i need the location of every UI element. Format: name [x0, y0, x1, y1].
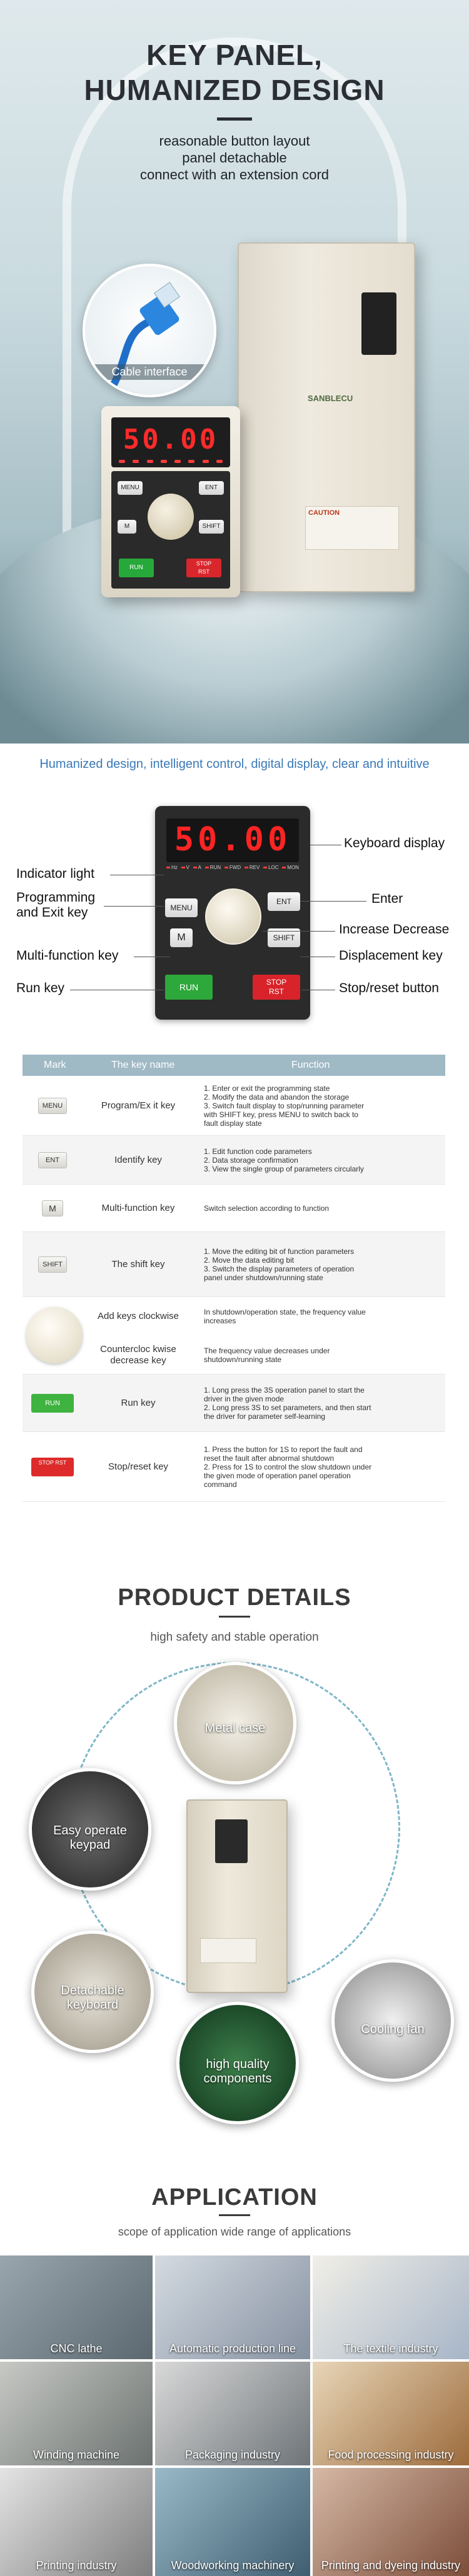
function-line: 2. Move the data editing bit — [204, 1255, 295, 1265]
panel-stop-button[interactable] — [253, 975, 300, 1000]
detail-label-metal-case: Metal case — [204, 1721, 266, 1735]
function-line: fault display state — [204, 1118, 262, 1128]
function-line: 1. Edit function code parameters — [204, 1146, 312, 1156]
product-details-subtitle: high safety and stable operation — [150, 1631, 319, 1644]
label-increase-decrease: Increase Decrease — [339, 922, 450, 937]
function-line: reset the fault after abnormal shutdown — [204, 1453, 335, 1463]
detail-detachable-keyboard — [31, 1931, 154, 2053]
panel-diagram — [155, 806, 310, 1020]
mark-cell — [23, 1136, 83, 1184]
function-line: shutdown/running state — [204, 1355, 282, 1364]
panel-rotary-knob[interactable] — [205, 888, 261, 945]
label-programming-line2: and Exit key — [16, 905, 88, 920]
app-tile-food — [313, 2362, 469, 2465]
menu-key-icon: MENU — [38, 1098, 67, 1114]
app-tile-packaging — [155, 2362, 310, 2465]
label-stop-reset: Stop/reset button — [339, 981, 439, 995]
hero-subtitle-line: panel detachable — [182, 150, 287, 166]
hero-subtitle — [0, 132, 469, 183]
panel-display — [166, 818, 299, 862]
inverter-product-image — [186, 1799, 288, 1993]
panel-ent-button[interactable]: ENT — [268, 892, 300, 911]
mark-cell — [23, 1375, 83, 1431]
detail-label-line: components — [203, 2072, 272, 2086]
run-key-icon: RUN — [31, 1394, 74, 1413]
brand-label: SANBLECU — [308, 394, 353, 403]
hero-divider — [217, 117, 252, 121]
table-row — [23, 1076, 445, 1136]
humanized-tagline: Humanized design, intelligent control, digital display, clear and intuitive — [39, 757, 430, 771]
detail-label-easy-keypad — [32, 1824, 148, 1852]
leader-line — [263, 931, 335, 932]
key-name-cell: Identify key — [114, 1154, 162, 1165]
function-line: 2. Press for 1S to control the slow shutdown under — [204, 1462, 372, 1471]
key-name-cell: Run key — [121, 1397, 156, 1408]
function-line: driver in the given mode — [204, 1394, 285, 1403]
app-label: Packaging industry — [184, 2449, 281, 2461]
app-tile-printing — [0, 2468, 153, 2576]
stop-button[interactable]: STOP RST — [186, 559, 221, 577]
label-multi-function: Multi-function key — [16, 948, 119, 963]
hero-subtitle-line: connect with an extension cord — [139, 167, 330, 182]
detail-label-line: high quality — [206, 2057, 270, 2071]
keypad-display — [111, 417, 230, 467]
table-row — [23, 1136, 445, 1185]
app-label: Food processing industry — [328, 2449, 454, 2461]
key-name-cell: Program/Ex it key — [101, 1100, 176, 1111]
function-cell — [204, 1232, 435, 1296]
app-label: Automatic production line — [169, 2342, 296, 2355]
key-name-cell: Countercloc kwise decrease key — [100, 1344, 176, 1366]
key-table-header — [23, 1055, 445, 1076]
detail-quality-components — [176, 2002, 299, 2124]
menu-button[interactable]: MENU — [118, 481, 143, 495]
function-line: In shutdown/operation state, the frequency value — [204, 1308, 366, 1316]
label-displacement: Displacement key — [339, 948, 443, 963]
detail-label-line: keypad — [69, 1838, 111, 1852]
product-details-title: PRODUCT DETAILS — [118, 1584, 351, 1611]
detail-label-detachable — [34, 1984, 151, 2012]
inverter-image — [238, 242, 415, 592]
indicator-mon: MON — [282, 865, 299, 870]
function-line: increases — [204, 1316, 236, 1325]
cable-caption: Cable interface — [85, 364, 214, 380]
label-run-key: Run key — [16, 981, 65, 995]
indicator-rev: REV — [245, 865, 260, 870]
section-divider — [219, 2214, 250, 2216]
panel-shift-button[interactable]: SHIFT — [268, 928, 300, 947]
function-line: 1. Enter or exit the programming state — [204, 1083, 330, 1093]
panel-m-button[interactable]: M — [170, 928, 193, 947]
panel-display-value: 50.00 — [174, 821, 291, 858]
app-label: The textile industry — [343, 2342, 438, 2355]
function-line: 3. Switch fault display to stop/running parameter — [204, 1101, 365, 1110]
mark-cell — [23, 1432, 83, 1501]
application-subtitle: scope of application wide range of applications — [118, 2225, 351, 2238]
mark-cell — [23, 1297, 83, 1374]
label-indicator-light: Indicator light — [16, 867, 94, 881]
function-line: 3. Switch the display parameters of operation — [204, 1264, 355, 1273]
hero-title — [0, 37, 469, 107]
label-programming-line1: Programming — [16, 890, 96, 905]
application-grid — [0, 2255, 469, 2576]
hero-subtitle-line: reasonable button layout — [159, 133, 310, 149]
function-line: 2. Data storage confirmation — [204, 1155, 298, 1165]
panel-menu-button[interactable]: MENU — [165, 898, 198, 917]
key-name-cell: The shift key — [111, 1258, 165, 1270]
detail-label-line: keyboard — [66, 1998, 119, 2012]
app-tile-production-line — [155, 2255, 310, 2359]
rotary-knob-icon — [26, 1307, 83, 1363]
table-row — [23, 1185, 445, 1232]
function-cell — [204, 1185, 435, 1231]
panel-run-button[interactable]: RUN — [165, 975, 213, 1000]
function-line: with SHIFT key, press MENU to switch back to — [204, 1110, 358, 1119]
cable-interface-circle — [83, 264, 216, 397]
table-row — [23, 1232, 445, 1297]
inverter-label-plate — [200, 1938, 256, 1963]
header-key-name: The key name — [111, 1060, 175, 1070]
table-row — [23, 1375, 445, 1432]
panel-indicators — [166, 865, 299, 870]
run-button[interactable]: RUN — [119, 559, 154, 577]
m-button[interactable]: M — [118, 520, 136, 534]
hero-title-line1: KEY PANEL, — [146, 39, 323, 71]
app-label: Printing and dyeing industry — [321, 2559, 461, 2572]
caution-text: CAUTION — [308, 509, 340, 517]
leader-line — [300, 901, 366, 902]
key-name-cell: Stop/reset key — [108, 1461, 168, 1472]
detail-label-line: Detachable — [61, 1984, 124, 1997]
app-tile-textile — [313, 2255, 469, 2359]
app-label: CNC lathe — [50, 2342, 103, 2355]
function-line: 3. View the single group of parameters circularly — [204, 1164, 364, 1173]
inverter-mini-panel — [361, 292, 396, 355]
app-tile-cnc — [0, 2255, 153, 2359]
indicator-a: A — [193, 865, 201, 870]
label-enter: Enter — [371, 892, 403, 906]
mark-cell — [23, 1076, 83, 1135]
section-divider — [219, 1616, 250, 1618]
caution-label — [305, 506, 399, 550]
label-programming-exit — [16, 890, 95, 920]
key-name-cell: Add keys clockwise — [97, 1311, 179, 1321]
leader-line — [104, 906, 164, 907]
detail-metal-case — [174, 1662, 296, 1784]
function-line: Switch selection according to function — [204, 1203, 330, 1213]
application-title: APPLICATION — [151, 2184, 318, 2210]
function-line: 1. Press the button for 1S to report the fault and — [204, 1445, 363, 1454]
table-row — [23, 1432, 445, 1502]
indicator-row — [119, 460, 223, 464]
function-line: 2. Modify the data and abandon the storage — [204, 1092, 350, 1102]
rst-label: RST — [269, 987, 284, 996]
detail-label-quality — [179, 2057, 296, 2086]
function-line: The frequency value decreases under — [204, 1346, 330, 1355]
label-keyboard-display: Keyboard display — [344, 836, 445, 850]
table-row-knob — [23, 1297, 445, 1375]
header-function: Function — [291, 1060, 330, 1070]
keypad-photo — [101, 406, 240, 597]
indicator-fwd: FWD — [224, 865, 241, 870]
key-name-cell: Multi-function key — [101, 1202, 175, 1213]
indicator-loc: LOC — [263, 865, 278, 870]
function-cell — [204, 1375, 435, 1431]
indicator-run: RUN — [205, 865, 221, 870]
function-line: the driver for parameter self-learning — [204, 1411, 326, 1421]
m-key-icon: M — [42, 1200, 63, 1216]
function-cell — [204, 1076, 435, 1135]
ent-key-icon: ENT — [38, 1152, 67, 1168]
function-cell — [204, 1297, 435, 1336]
detail-label-line: Easy operate — [53, 1824, 127, 1838]
ent-button[interactable]: ENT — [199, 481, 224, 495]
app-label: Woodworking machinery — [171, 2559, 295, 2572]
function-cell — [204, 1336, 435, 1375]
inverter-panel — [215, 1819, 248, 1863]
indicator-v: V — [181, 865, 189, 870]
shift-button[interactable]: SHIFT — [199, 520, 224, 534]
function-line: 1. Long press the 3S operation panel to start the — [204, 1385, 365, 1395]
detail-label-cooling-fan: Cooling fan — [361, 2022, 425, 2036]
function-line: command — [204, 1479, 237, 1489]
function-line: 2. Long press 3S to set parameters, and then start — [204, 1403, 371, 1412]
app-tile-winding — [0, 2362, 153, 2465]
hero-title-line2: HUMANIZED DESIGN — [84, 74, 385, 106]
function-line: panel under shutdown/running state — [204, 1273, 323, 1282]
indicator-hz: Hz — [166, 865, 178, 870]
app-tile-dyeing — [313, 2468, 469, 2576]
function-line: the given mode of operation panel operation — [204, 1471, 351, 1480]
mark-cell — [23, 1185, 83, 1231]
app-label: Winding machine — [33, 2449, 120, 2461]
header-mark: Mark — [44, 1060, 66, 1070]
hero-section — [0, 0, 469, 743]
function-cell — [204, 1432, 435, 1501]
detail-easy-keypad — [29, 1768, 151, 1891]
rotary-knob[interactable] — [148, 494, 194, 540]
display-value: 50.00 — [123, 424, 219, 455]
app-tile-woodworking — [155, 2468, 310, 2576]
keypad-body — [111, 471, 230, 589]
detail-cooling-fan — [331, 1959, 454, 2082]
function-cell — [204, 1136, 435, 1184]
stop-label: STOP — [266, 978, 287, 987]
function-line: 1. Move the editing bit of function parameters — [204, 1246, 355, 1256]
stop-key-icon: STOP RST — [31, 1458, 74, 1476]
mark-cell — [23, 1232, 83, 1296]
shift-key-icon: SHIFT — [38, 1256, 67, 1273]
app-label: Printing industry — [36, 2559, 117, 2572]
